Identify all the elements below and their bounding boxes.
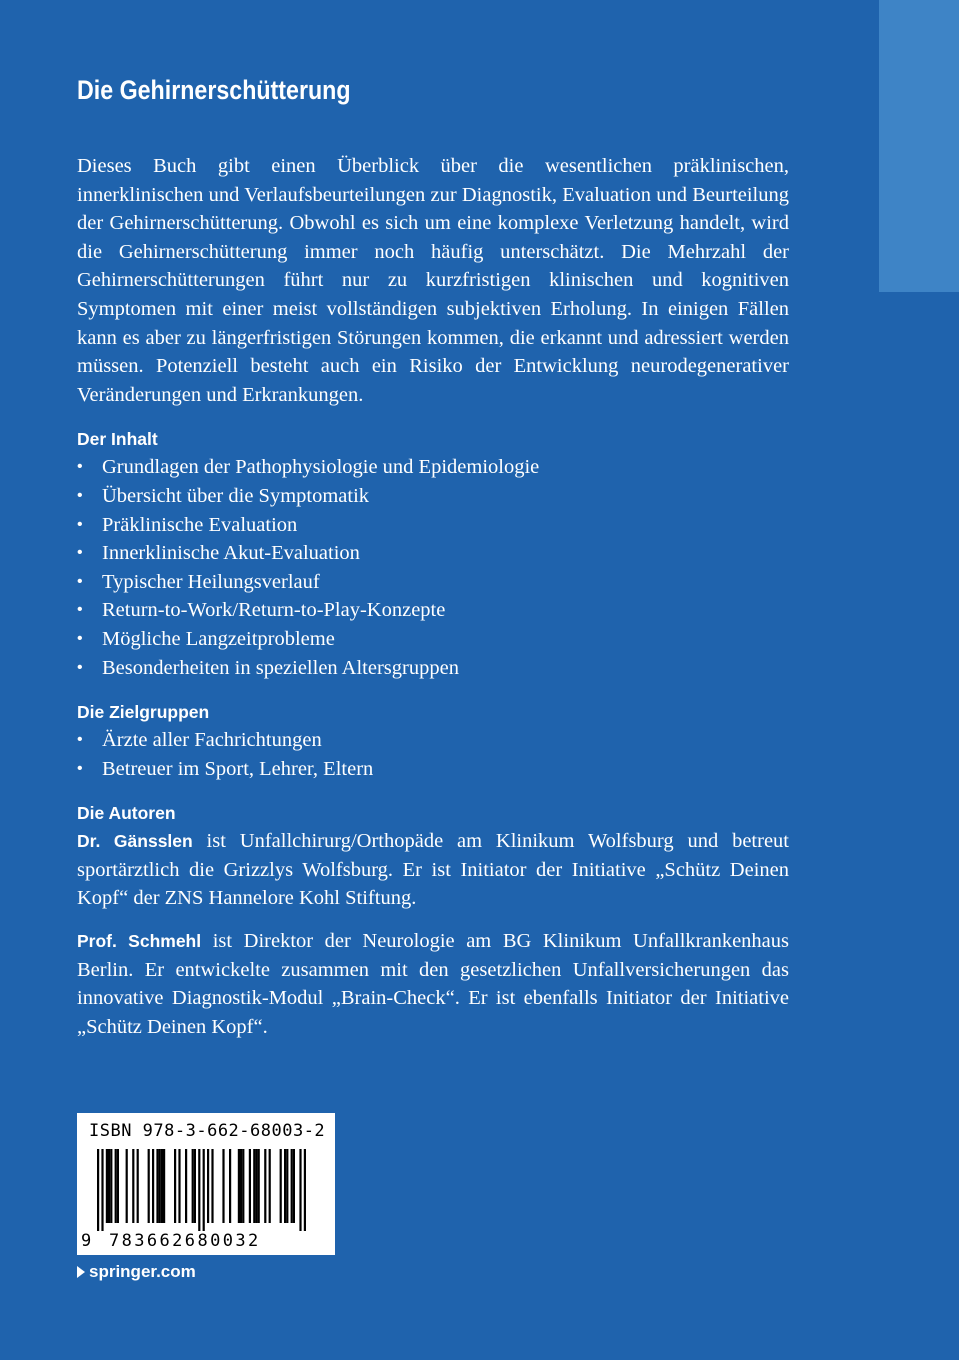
barcode-bar bbox=[106, 1149, 108, 1223]
barcode-bar bbox=[161, 1149, 163, 1223]
bullet-icon: • bbox=[77, 658, 83, 676]
book-title: Die Gehirnerschütterung bbox=[77, 75, 351, 105]
barcode-bar bbox=[203, 1149, 205, 1231]
barcode-bar bbox=[101, 1149, 103, 1231]
ean-first-digit: 9 bbox=[81, 1231, 92, 1251]
barcode-bar bbox=[126, 1149, 128, 1223]
author-name: Dr. Gänsslen bbox=[77, 831, 193, 852]
list-item: • Präklinische Evaluation bbox=[77, 511, 789, 540]
barcode-bar bbox=[194, 1149, 196, 1223]
list-item: • Übersicht über die Symptomatik bbox=[77, 482, 789, 511]
publisher-link[interactable] bbox=[77, 1262, 196, 1282]
barcode-bar bbox=[115, 1149, 117, 1223]
barcode-bar bbox=[249, 1149, 251, 1223]
author-name: Prof. Schmehl bbox=[77, 931, 202, 952]
barcode-bar bbox=[222, 1149, 224, 1223]
barcode-bar bbox=[304, 1149, 306, 1231]
barcode-bar bbox=[264, 1149, 266, 1223]
barcode-bar bbox=[108, 1149, 110, 1223]
isbn-label: ISBN 978-3-662-68003-2 bbox=[89, 1121, 326, 1141]
list-item: • Typischer Heilungsverlauf bbox=[77, 568, 789, 597]
bullet-icon: • bbox=[77, 486, 83, 504]
list-item: • Ärzte aller Fachrichtungen bbox=[77, 726, 789, 755]
bullet-icon: • bbox=[77, 572, 83, 590]
barcode-bar bbox=[211, 1149, 213, 1223]
barcode-bar bbox=[137, 1149, 139, 1223]
bullet-icon: • bbox=[77, 759, 83, 777]
bullet-icon: • bbox=[77, 544, 83, 562]
barcode-bar bbox=[192, 1149, 194, 1223]
list-item: • Besonderheiten in speziellen Altersgruppen bbox=[77, 654, 789, 683]
barcode-bar bbox=[156, 1149, 158, 1223]
author-bio-gaensslen bbox=[77, 827, 789, 913]
section-heading-inhalt: Der Inhalt bbox=[77, 429, 158, 450]
author-bio-schmehl bbox=[77, 927, 789, 1041]
barcode-bar bbox=[132, 1149, 134, 1223]
isbn-barcode bbox=[77, 1113, 335, 1255]
barcode-bar bbox=[255, 1149, 257, 1223]
barcode-bar bbox=[97, 1149, 99, 1231]
barcode-bar bbox=[117, 1149, 119, 1223]
barcode-bars-icon bbox=[95, 1149, 317, 1231]
barcode-bar bbox=[258, 1149, 260, 1223]
intro-paragraph: Dieses Buch gibt einen Überblick über die wesentlichen präklinischen, innerklinischen und Verlaufsbeurteilungen zur Diagnostik, Evaluation und Beurteilung der Gehirnerschütterung. Obwohl es sich um eine komplexe Verletzung handelt, wird die Gehirnerschütterung immer noch häufig unterschätzt. Die Mehrzahl der Gehirnerschütterungen führt nur zu kurzfristigen klinischen und kognitiven Symptomen mit einer meist vollständigen subjektiven Erholung. In einigen Fällen kann es aber zu längerfristigen Störungen kommen, die erkannt und adressiert werden müssen. Potenziell besteht auch ein Risiko der Entwicklung neurodegenerativer Veränderungen und Erkrankungen. bbox=[77, 155, 789, 406]
barcode-bar bbox=[293, 1149, 295, 1223]
barcode-bar bbox=[240, 1149, 242, 1223]
publisher-url: springer.com bbox=[89, 1262, 196, 1281]
barcode-bar bbox=[291, 1149, 293, 1223]
barcode-bar bbox=[229, 1149, 231, 1223]
barcode-bar bbox=[284, 1149, 286, 1223]
barcode-bar bbox=[159, 1149, 161, 1223]
barcode-bar bbox=[242, 1149, 244, 1223]
barcode-bar bbox=[163, 1149, 165, 1223]
barcode-bar bbox=[185, 1149, 187, 1223]
arrow-right-icon bbox=[77, 1266, 85, 1278]
barcode-bar bbox=[207, 1149, 209, 1223]
bullet-icon: • bbox=[77, 601, 83, 619]
barcode-bar bbox=[269, 1149, 271, 1223]
barcode-bar bbox=[238, 1149, 240, 1223]
barcode-bar bbox=[174, 1149, 176, 1223]
barcode-bar bbox=[253, 1149, 255, 1223]
inhalt-list bbox=[77, 453, 789, 682]
back-cover-content bbox=[77, 70, 789, 1041]
barcode-bar bbox=[148, 1149, 150, 1223]
author-bio-text: ist Direktor der Neurologie am BG Klinikum Unfallkrankenhaus Berlin. Er entwickelte zusammen mit den gesetzlichen Unfallversicherungen das innovative Diagnostik-Modul „Brain-Check“. Er ist ebenfalls Initiator der Initiative „Schütz Deinen Kopf“. bbox=[77, 930, 790, 1038]
barcode-bar bbox=[299, 1149, 301, 1231]
list-item: • Innerklinische Akut-Evaluation bbox=[77, 539, 789, 568]
barcode-bar bbox=[198, 1149, 200, 1231]
barcode-bar bbox=[280, 1149, 282, 1223]
barcode-bar bbox=[286, 1149, 288, 1223]
barcode-bar bbox=[110, 1149, 112, 1223]
bullet-icon: • bbox=[77, 629, 83, 647]
list-item: • Return-to-Work/Return-to-Play-Konzepte bbox=[77, 596, 789, 625]
bullet-icon: • bbox=[77, 458, 83, 476]
barcode-bar bbox=[178, 1149, 180, 1223]
section-heading-zielgruppen: Die Zielgruppen bbox=[77, 702, 210, 723]
section-heading-autoren: Die Autoren bbox=[77, 803, 176, 824]
bullet-icon: • bbox=[77, 731, 83, 749]
list-item: • Betreuer im Sport, Lehrer, Eltern bbox=[77, 755, 789, 784]
author-bio-text: ist Unfallchirurg/Orthopäde am Klinikum Wolfsburg und betreut sportärztlich die Grizzlys Wolfsburg. Er ist Initiator der Initiative „Schütz Deinen Kopf“ der ZNS Hannelore Kohl Stiftung. bbox=[77, 830, 789, 910]
ean-digits: 783662680032 bbox=[109, 1231, 261, 1251]
list-item: • Grundlagen der Pathophysiologie und Epidemiologie bbox=[77, 453, 789, 482]
barcode-bar bbox=[152, 1149, 154, 1223]
side-color-band bbox=[879, 0, 959, 292]
zielgruppen-list bbox=[77, 726, 789, 783]
bullet-icon: • bbox=[77, 515, 83, 533]
list-item: • Mögliche Langzeitprobleme bbox=[77, 625, 789, 654]
